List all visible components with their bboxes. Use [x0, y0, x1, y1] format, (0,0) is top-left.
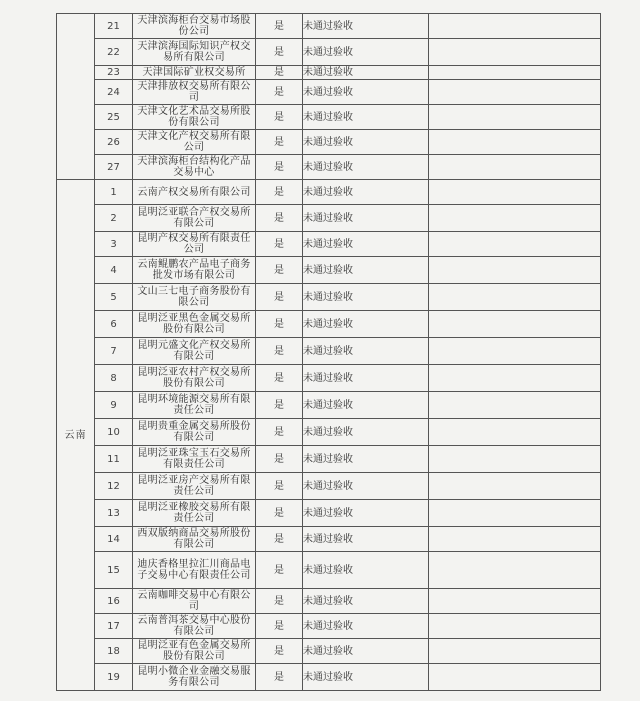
table-row — [57, 639, 601, 664]
status-cell: 未通过验收 — [303, 500, 429, 527]
status-cell: 未通过验收 — [303, 338, 429, 365]
flag-cell: 是 — [256, 105, 303, 130]
flag-cell: 是 — [256, 338, 303, 365]
row-number: 18 — [95, 639, 133, 664]
flag-cell: 是 — [256, 446, 303, 473]
remark-cell — [429, 446, 601, 473]
table-row — [57, 589, 601, 614]
exchange-name: 昆明泛亚房产交易所有限责任公司 — [133, 473, 256, 500]
table-row — [57, 39, 601, 66]
region-cell — [57, 14, 95, 180]
table-row — [57, 552, 601, 589]
status-cell: 未通过验收 — [303, 589, 429, 614]
status-cell: 未通过验收 — [303, 105, 429, 130]
flag-cell: 是 — [256, 392, 303, 419]
status-cell: 未通过验收 — [303, 527, 429, 552]
row-number: 7 — [95, 338, 133, 365]
remark-cell — [429, 338, 601, 365]
flag-cell: 是 — [256, 500, 303, 527]
flag-cell: 是 — [256, 14, 303, 39]
row-number: 15 — [95, 552, 133, 589]
remark-cell — [429, 473, 601, 500]
row-number: 11 — [95, 446, 133, 473]
exchange-name: 天津文化艺术品交易所股份有限公司 — [133, 105, 256, 130]
table-row — [57, 338, 601, 365]
exchange-name: 昆明泛亚有色金属交易所股份有限公司 — [133, 639, 256, 664]
table-row — [57, 232, 601, 257]
flag-cell: 是 — [256, 205, 303, 232]
status-cell: 未通过验收 — [303, 14, 429, 39]
flag-cell: 是 — [256, 365, 303, 392]
table-row — [57, 311, 601, 338]
row-number: 26 — [95, 130, 133, 155]
row-number: 8 — [95, 365, 133, 392]
table-row — [57, 14, 601, 39]
row-number: 13 — [95, 500, 133, 527]
row-number: 27 — [95, 155, 133, 180]
remark-cell — [429, 365, 601, 392]
exchange-name: 云南普洱茶交易中心股份有限公司 — [133, 614, 256, 639]
status-cell: 未通过验收 — [303, 66, 429, 80]
exchange-table — [56, 13, 601, 691]
remark-cell — [429, 105, 601, 130]
row-number: 14 — [95, 527, 133, 552]
region-cell: 云南 — [57, 180, 95, 691]
table-body — [57, 14, 601, 691]
flag-cell: 是 — [256, 155, 303, 180]
status-cell: 未通过验收 — [303, 552, 429, 589]
exchange-name: 昆明小微企业金融交易服务有限公司 — [133, 664, 256, 691]
table-row — [57, 473, 601, 500]
table-row — [57, 664, 601, 691]
flag-cell: 是 — [256, 66, 303, 80]
table-row — [57, 419, 601, 446]
row-number: 25 — [95, 105, 133, 130]
flag-cell: 是 — [256, 180, 303, 205]
exchange-name: 天津滨海柜台交易市场股份公司 — [133, 14, 256, 39]
flag-cell: 是 — [256, 130, 303, 155]
table-row — [57, 80, 601, 105]
flag-cell: 是 — [256, 589, 303, 614]
remark-cell — [429, 180, 601, 205]
row-number: 4 — [95, 257, 133, 284]
table-row — [57, 205, 601, 232]
table-row — [57, 284, 601, 311]
flag-cell: 是 — [256, 284, 303, 311]
remark-cell — [429, 664, 601, 691]
exchange-name: 文山三七电子商务股份有限公司 — [133, 284, 256, 311]
remark-cell — [429, 257, 601, 284]
remark-cell — [429, 419, 601, 446]
table-row — [57, 66, 601, 80]
flag-cell: 是 — [256, 527, 303, 552]
row-number: 12 — [95, 473, 133, 500]
flag-cell: 是 — [256, 419, 303, 446]
exchange-name: 昆明泛亚珠宝玉石交易所有限责任公司 — [133, 446, 256, 473]
status-cell: 未通过验收 — [303, 130, 429, 155]
status-cell: 未通过验收 — [303, 39, 429, 66]
table-row — [57, 105, 601, 130]
table-row — [57, 392, 601, 419]
row-number: 24 — [95, 80, 133, 105]
remark-cell — [429, 614, 601, 639]
status-cell: 未通过验收 — [303, 614, 429, 639]
row-number: 2 — [95, 205, 133, 232]
table-row — [57, 130, 601, 155]
exchange-name: 迪庆香格里拉汇川商品电子交易中心有限责任公司 — [133, 552, 256, 589]
flag-cell: 是 — [256, 311, 303, 338]
flag-cell: 是 — [256, 639, 303, 664]
exchange-name: 昆明泛亚黑色金属交易所股份有限公司 — [133, 311, 256, 338]
remark-cell — [429, 130, 601, 155]
flag-cell: 是 — [256, 80, 303, 105]
status-cell: 未通过验收 — [303, 392, 429, 419]
exchange-name: 云南咖啡交易中心有限公司 — [133, 589, 256, 614]
exchange-name: 昆明泛亚橡胶交易所有限责任公司 — [133, 500, 256, 527]
status-cell: 未通过验收 — [303, 473, 429, 500]
remark-cell — [429, 205, 601, 232]
flag-cell: 是 — [256, 614, 303, 639]
status-cell: 未通过验收 — [303, 639, 429, 664]
status-cell: 未通过验收 — [303, 205, 429, 232]
row-number: 5 — [95, 284, 133, 311]
row-number: 17 — [95, 614, 133, 639]
remark-cell — [429, 284, 601, 311]
status-cell: 未通过验收 — [303, 419, 429, 446]
exchange-name: 天津排放权交易所有限公司 — [133, 80, 256, 105]
table-row — [57, 180, 601, 205]
exchange-name: 云南产权交易所有限公司 — [133, 180, 256, 205]
row-number: 1 — [95, 180, 133, 205]
flag-cell: 是 — [256, 473, 303, 500]
exchange-name: 天津文化产权交易所有限公司 — [133, 130, 256, 155]
remark-cell — [429, 589, 601, 614]
exchange-name: 天津滨海国际知识产权交易所有限公司 — [133, 39, 256, 66]
flag-cell: 是 — [256, 257, 303, 284]
flag-cell: 是 — [256, 664, 303, 691]
row-number: 6 — [95, 311, 133, 338]
table-row — [57, 614, 601, 639]
flag-cell: 是 — [256, 232, 303, 257]
status-cell: 未通过验收 — [303, 80, 429, 105]
exchange-name: 天津滨海柜台结构化产品交易中心 — [133, 155, 256, 180]
remark-cell — [429, 500, 601, 527]
remark-cell — [429, 639, 601, 664]
remark-cell — [429, 527, 601, 552]
exchange-name: 昆明环境能源交易所有限责任公司 — [133, 392, 256, 419]
exchange-name: 昆明产权交易所有限责任公司 — [133, 232, 256, 257]
status-cell: 未通过验收 — [303, 232, 429, 257]
exchange-name: 昆明贵重金属交易所股份有限公司 — [133, 419, 256, 446]
remark-cell — [429, 311, 601, 338]
status-cell: 未通过验收 — [303, 155, 429, 180]
remark-cell — [429, 80, 601, 105]
status-cell: 未通过验收 — [303, 664, 429, 691]
table-row — [57, 446, 601, 473]
row-number: 16 — [95, 589, 133, 614]
table-row — [57, 500, 601, 527]
row-number: 22 — [95, 39, 133, 66]
remark-cell — [429, 392, 601, 419]
remark-cell — [429, 39, 601, 66]
status-cell: 未通过验收 — [303, 284, 429, 311]
remark-cell — [429, 66, 601, 80]
table-row — [57, 257, 601, 284]
row-number: 19 — [95, 664, 133, 691]
status-cell: 未通过验收 — [303, 446, 429, 473]
row-number: 3 — [95, 232, 133, 257]
flag-cell: 是 — [256, 552, 303, 589]
exchange-name: 西双版纳商品交易所股份有限公司 — [133, 527, 256, 552]
status-cell: 未通过验收 — [303, 365, 429, 392]
remark-cell — [429, 155, 601, 180]
exchange-name: 天津国际矿业权交易所 — [133, 66, 256, 80]
table-row — [57, 365, 601, 392]
remark-cell — [429, 14, 601, 39]
status-cell: 未通过验收 — [303, 311, 429, 338]
flag-cell: 是 — [256, 39, 303, 66]
exchange-name: 昆明泛亚联合产权交易所有限公司 — [133, 205, 256, 232]
table-row — [57, 527, 601, 552]
status-cell: 未通过验收 — [303, 257, 429, 284]
exchange-name: 昆明泛亚农村产权交易所股份有限公司 — [133, 365, 256, 392]
row-number: 21 — [95, 14, 133, 39]
row-number: 9 — [95, 392, 133, 419]
exchange-name: 昆明元盛文化产权交易所有限公司 — [133, 338, 256, 365]
remark-cell — [429, 232, 601, 257]
exchange-name: 云南鲲鹏农产品电子商务批发市场有限公司 — [133, 257, 256, 284]
remark-cell — [429, 552, 601, 589]
table-row — [57, 155, 601, 180]
row-number: 23 — [95, 66, 133, 80]
status-cell: 未通过验收 — [303, 180, 429, 205]
row-number: 10 — [95, 419, 133, 446]
